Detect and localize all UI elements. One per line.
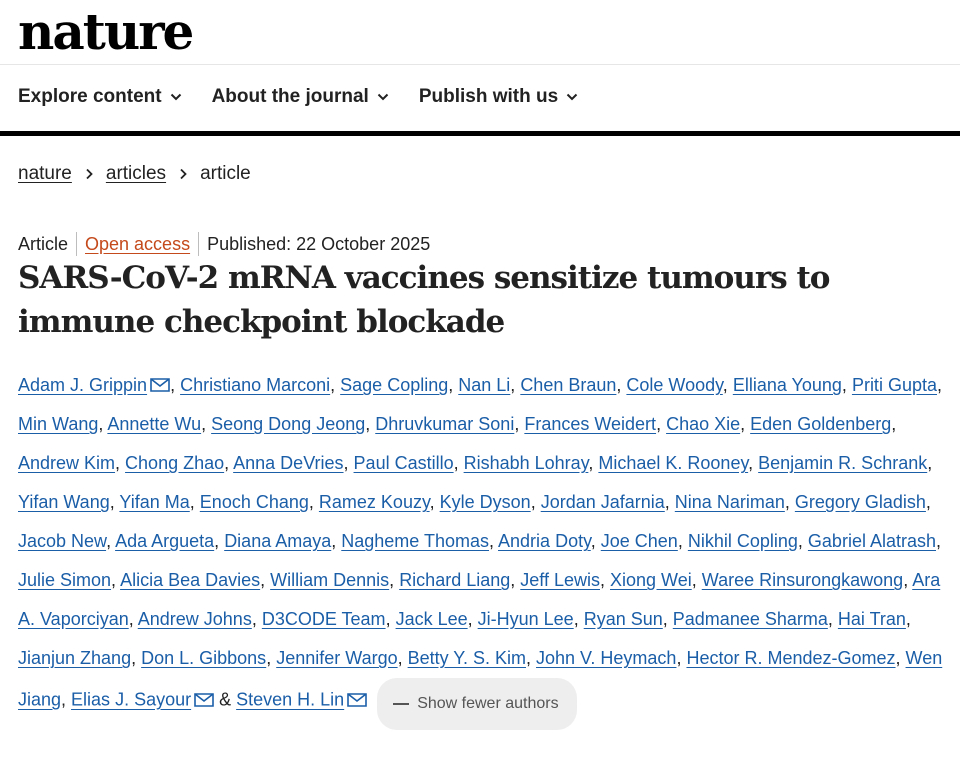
author-link[interactable]: Chen Braun <box>520 375 617 395</box>
author-link[interactable]: Cole Woody <box>626 375 723 395</box>
author-link[interactable]: Jianjun Zhang <box>18 648 132 668</box>
author-link[interactable]: Annette Wu <box>107 414 202 434</box>
author-link[interactable]: Christiano Marconi <box>180 375 331 395</box>
nav-about-journal[interactable] <box>212 86 389 108</box>
meta-divider <box>198 232 199 256</box>
author-link[interactable]: Padmanee Sharma <box>672 609 828 629</box>
author-link[interactable]: Nan Li <box>458 375 511 395</box>
author-link[interactable]: Ada Argueta <box>115 531 215 551</box>
author-link[interactable]: Hai Tran <box>837 609 906 629</box>
author-link[interactable]: Frances Weidert <box>524 414 657 434</box>
nav-item-label: About the journal <box>211 86 369 107</box>
author-link[interactable]: Jacob New <box>18 531 107 551</box>
author-link[interactable]: Gregory Gladish <box>794 492 926 512</box>
chevron-right-icon <box>84 168 94 180</box>
open-access-link[interactable]: Open access <box>85 233 191 254</box>
chevron-down-icon <box>377 91 389 103</box>
author-link[interactable]: Eden Goldenberg <box>750 414 892 434</box>
mail-icon[interactable] <box>150 378 170 392</box>
author-link[interactable]: Enoch Chang <box>199 492 309 512</box>
author-link[interactable]: Chong Zhao <box>125 453 225 473</box>
nav-item-label: Publish with us <box>418 86 559 107</box>
author-link[interactable]: Xiong Wei <box>610 570 692 590</box>
nav-explore-content[interactable] <box>18 86 182 108</box>
nav-item-label: Explore content <box>18 86 162 107</box>
breadcrumb <box>18 163 251 185</box>
author-link[interactable]: Jennifer Wargo <box>276 648 398 668</box>
author-link[interactable]: Jordan Jafarnia <box>540 492 665 512</box>
mail-icon[interactable] <box>194 693 214 707</box>
author-link[interactable]: Steven H. Lin <box>236 689 345 710</box>
breadcrumb-current: article <box>200 163 251 184</box>
author-link[interactable]: Don L. Gibbons <box>141 648 267 668</box>
author-link[interactable]: Nina Nariman <box>674 492 785 512</box>
chevron-down-icon <box>566 91 578 103</box>
article-meta <box>18 232 430 256</box>
author-link[interactable]: Nikhil Copling <box>687 531 798 551</box>
author-link[interactable]: Andrew Johns <box>137 609 252 629</box>
author-link[interactable]: Richard Liang <box>399 570 511 590</box>
author-link[interactable]: Rishabh Lohray <box>463 453 589 473</box>
author-link[interactable]: Gabriel Alatrash <box>807 531 936 551</box>
author-link[interactable]: Kyle Dyson <box>439 492 531 512</box>
author-link[interactable]: Ramez Kouzy <box>318 492 430 512</box>
nav-top-divider <box>0 64 960 65</box>
mail-icon[interactable] <box>347 693 367 707</box>
published-date: Published: 22 October 2025 <box>207 233 431 254</box>
author-link[interactable]: Wen Jiang <box>18 648 943 710</box>
author-link[interactable]: Michael K. Rooney <box>598 453 749 473</box>
author-link[interactable]: D3CODE Team <box>261 609 386 629</box>
author-link[interactable]: Nagheme Thomas <box>341 531 490 551</box>
author-link[interactable]: Ara A. Vaporciyan <box>18 570 941 629</box>
author-link[interactable]: Elias J. Sayour <box>71 689 192 710</box>
author-link[interactable]: Priti Gupta <box>851 375 937 395</box>
nav-publish-with-us[interactable] <box>419 86 578 108</box>
article-type: Article <box>18 233 69 254</box>
chevron-right-icon <box>178 168 188 180</box>
author-link[interactable]: Chao Xie <box>666 414 741 434</box>
author-link[interactable]: Andrew Kim <box>18 453 116 473</box>
author-link[interactable]: Diana Amaya <box>224 531 332 551</box>
author-link[interactable]: Paul Castillo <box>353 453 454 473</box>
chevron-down-icon <box>170 91 182 103</box>
author-link[interactable]: Jeff Lewis <box>520 570 600 590</box>
meta-divider <box>76 232 77 256</box>
article-title: SARS-CoV-2 mRNA vaccines sensitize tumours to immune checkpoint blockade <box>18 260 830 340</box>
author-link[interactable]: William Dennis <box>270 570 390 590</box>
author-list: Adam J. Grippin , Christiano Marconi, Sage Copling, Nan Li, Chen Braun, Cole Woody, Elliana Young, Priti Gupta, Min Wang, Annette Wu, Seong Dong Jeong, Dhruvkumar Soni, Frances Weidert, Chao Xie, Eden Goldenberg, Andrew Kim, Chong Zhao, Anna DeVries, Paul Castillo, Rishabh Lohray, Michael K. Rooney, Benjamin R. Schrank, Yifan Wang, Yifan Ma, Enoch Chang, Ramez Kouzy, Kyle Dyson, Jordan Jafarnia, Nina Nariman, Gregory Gladish, Jacob New, Ada Argueta, Diana Amaya, Nagheme Thomas, Andria Doty, Joe Chen, Nikhil Copling, Gabriel Alatrash, Julie Simon, Alicia Bea Davies, William Dennis, Richard Liang, Jeff Lewis, Xiong Wei, Waree Rinsurongkawong, Ara A. Vaporciyan, Andrew Johns, D3CODE Team, Jack Lee, Ji-Hyun Lee, Ryan Sun, Padmanee Sharma, Hai Tran, Jianjun Zhang, Don L. Gibbons, Jennifer Wargo, Betty Y. S. Kim, John V. Heymach, Hector R. Mendez-Gomez, Wen Jiang, Elias J. Sayour & Steven H. Lin Show fewer authors <box>18 366 948 730</box>
author-link[interactable]: Adam J. Grippin <box>18 375 148 395</box>
author-link[interactable]: Seong Dong Jeong <box>211 414 366 434</box>
author-link[interactable]: Alicia Bea Davies <box>120 570 261 590</box>
author-link[interactable]: Andria Doty <box>498 531 591 551</box>
author-link[interactable]: Benjamin R. Schrank <box>758 453 928 473</box>
author-link[interactable]: Sage Copling <box>340 375 449 395</box>
show-fewer-authors-button[interactable] <box>377 678 576 730</box>
author-link[interactable]: John V. Heymach <box>536 648 677 668</box>
minus-icon <box>393 703 409 705</box>
author-link[interactable]: Joe Chen <box>600 531 678 551</box>
author-link[interactable]: Hector R. Mendez-Gomez <box>686 648 896 668</box>
author-link[interactable]: Min Wang <box>18 414 99 434</box>
main-nav <box>18 86 578 108</box>
author-link[interactable]: Elliana Young <box>732 375 842 395</box>
show-fewer-label: Show fewer authors <box>417 695 559 712</box>
author-link[interactable]: Anna DeVries <box>233 453 344 473</box>
author-link[interactable]: Jack Lee <box>395 609 468 629</box>
author-link[interactable]: Ji-Hyun Lee <box>477 609 574 629</box>
author-link[interactable]: Betty Y. S. Kim <box>407 648 526 668</box>
breadcrumb-link-articles[interactable]: articles <box>105 163 167 184</box>
site-logo[interactable]: nature <box>18 2 193 61</box>
author-link[interactable]: Dhruvkumar Soni <box>375 414 515 434</box>
author-link[interactable]: Yifan Wang <box>18 492 110 512</box>
nav-bottom-bar <box>0 131 960 136</box>
author-link[interactable]: Ryan Sun <box>583 609 663 629</box>
author-link[interactable]: Julie Simon <box>18 570 112 590</box>
author-link[interactable]: Yifan Ma <box>119 492 190 512</box>
author-link[interactable]: Waree Rinsurongkawong <box>701 570 904 590</box>
breadcrumb-link-nature[interactable]: nature <box>18 163 72 184</box>
